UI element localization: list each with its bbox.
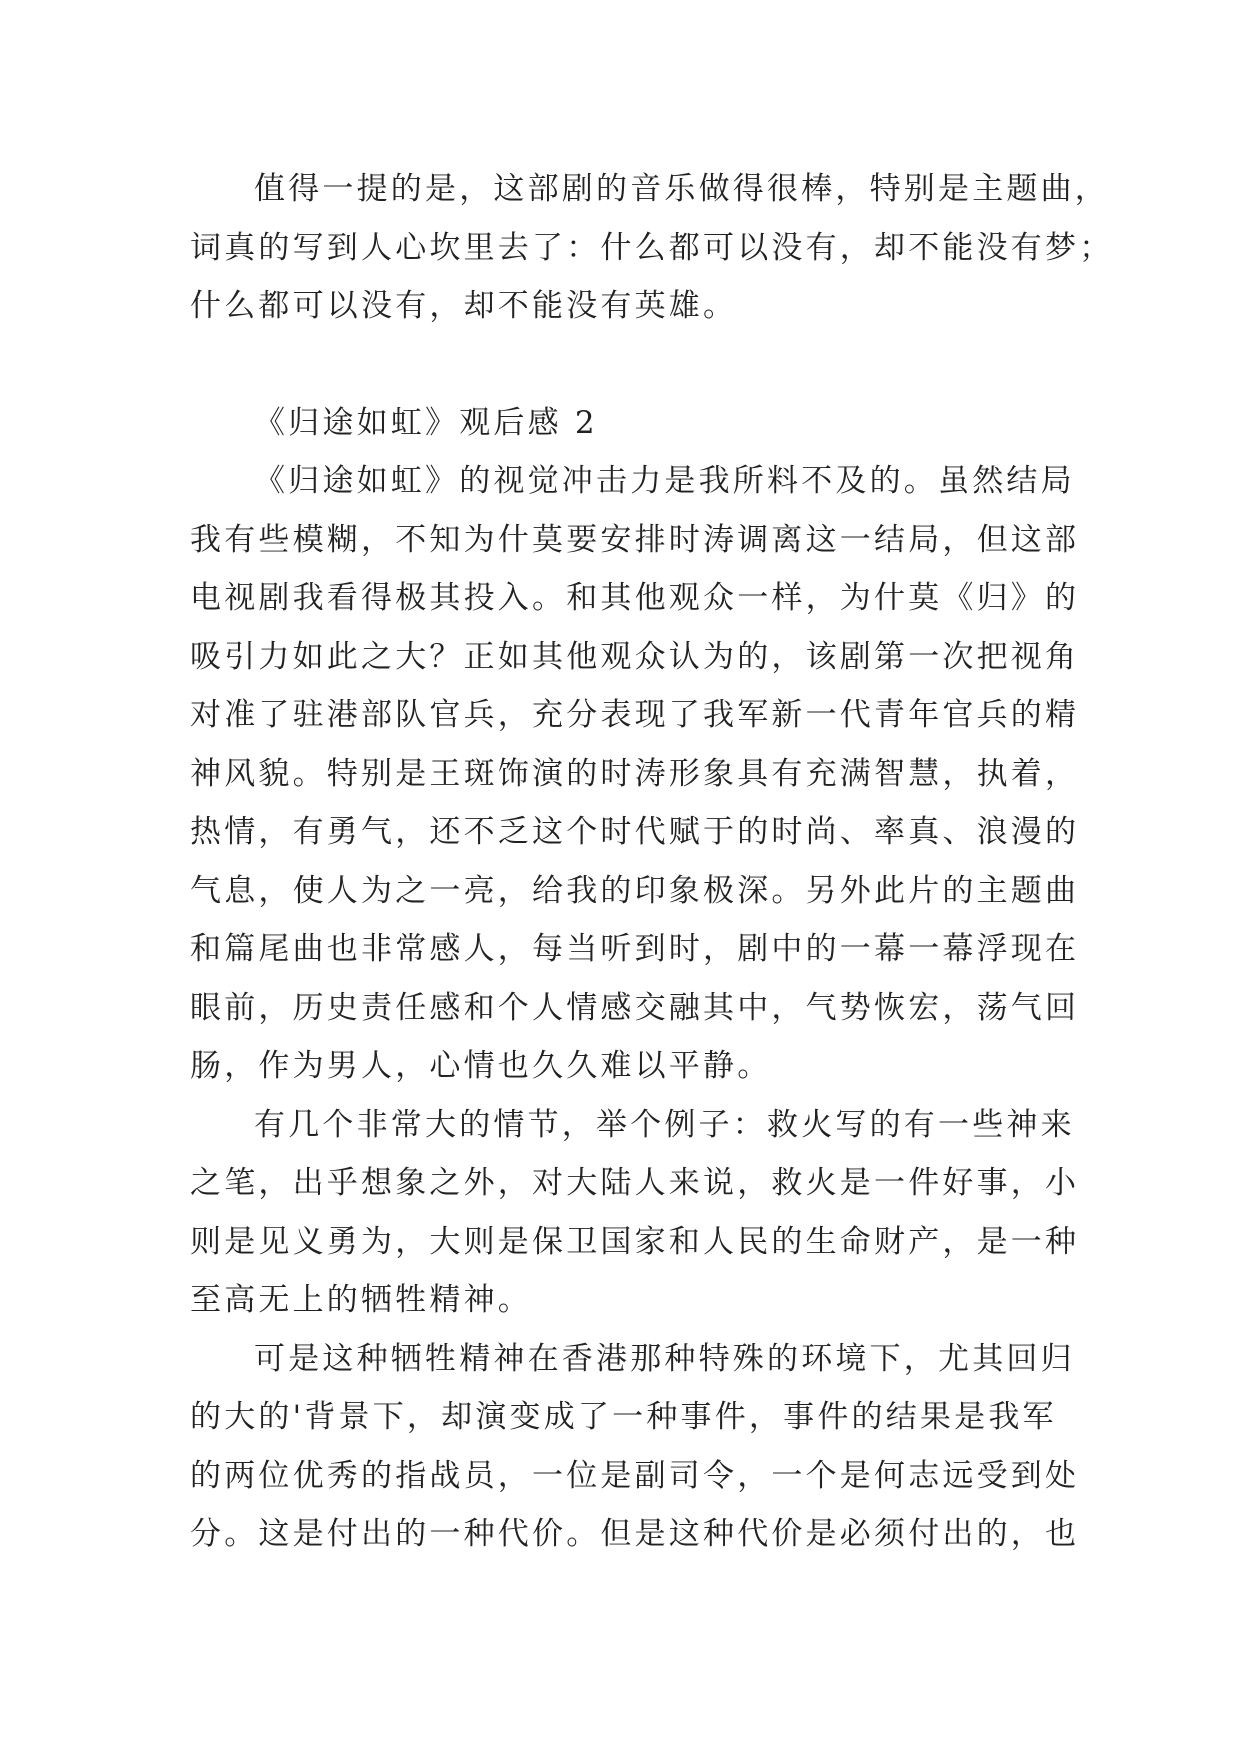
- text-line: 的大的'背景下，却演变成了一种事件，事件的结果是我军: [190, 1399, 1057, 1435]
- text-line: 值得一提的是，这部剧的音乐做得很棒，特别是主题曲，: [254, 171, 1109, 207]
- paragraph-4: [190, 1330, 1080, 1564]
- text-line: 词真的写到人心坎里去了：什么都可以没有，却不能没有梦；: [190, 229, 1114, 266]
- text-line: 的两位优秀的指战员，一位是副司令，一个是何志远受到处: [190, 1457, 1080, 1494]
- text-line: 之笔，出乎想象之外，对大陆人来说，救火是一件好事，小: [190, 1165, 1080, 1201]
- text-line: 有几个非常大的情节，举个例子：救火写的有一些神来: [254, 1106, 1075, 1143]
- text-line: 肠，作为男人，心情也久久难以平静。: [190, 1048, 772, 1084]
- text-line: 对准了驻港部队官兵，充分表现了我军新一代青年官兵的精: [190, 697, 1080, 733]
- text-line: 则是见义勇为，大则是保卫国家和人民的生命财产，是一种: [190, 1223, 1080, 1260]
- paragraph-1: [190, 160, 1114, 336]
- paragraph-3: [190, 1096, 1080, 1330]
- text-line: 气息，使人为之一亮，给我的印象极深。另外此片的主题曲: [190, 872, 1080, 909]
- document-body: [190, 160, 1114, 1564]
- text-line: 热情，有勇气，还不乏这个时代赋于的时尚、率真、浪漫的: [190, 814, 1080, 850]
- text-line: 分。这是付出的一种代价。但是这种代价是必须付出的，也: [190, 1516, 1080, 1552]
- paragraph-spacer: [190, 336, 1056, 394]
- paragraph-2: [190, 452, 1080, 1096]
- heading-text: 《归途如虹》观后感 2: [254, 404, 598, 441]
- section-heading: [190, 394, 1056, 453]
- text-line: 什么都可以没有，却不能没有英雄。: [190, 288, 738, 324]
- text-line: 神风貌。特别是王斑饰演的时涛形象具有充满智慧，执着，: [190, 755, 1080, 792]
- text-line: 眼前，历史责任感和个人情感交融其中，气势恢宏，荡气回: [190, 989, 1080, 1026]
- text-line: 电视剧我看得极其投入。和其他观众一样，为什莫《归》的: [190, 580, 1080, 616]
- text-line: 我有些模糊，不知为什莫要安排时涛调离这一结局，但这部: [190, 521, 1080, 558]
- text-line: 《归途如虹》的视觉冲击力是我所料不及的。虽然结局: [254, 463, 1075, 499]
- text-line: 可是这种牺牲精神在香港那种特殊的环境下，尤其回归: [254, 1340, 1075, 1377]
- text-line: 吸引力如此之大？正如其他观众认为的，该剧第一次把视角: [190, 638, 1080, 675]
- text-line: 和篇尾曲也非常感人，每当听到时，剧中的一幕一幕浮现在: [190, 931, 1080, 967]
- text-line: 至高无上的牺牲精神。: [190, 1282, 532, 1318]
